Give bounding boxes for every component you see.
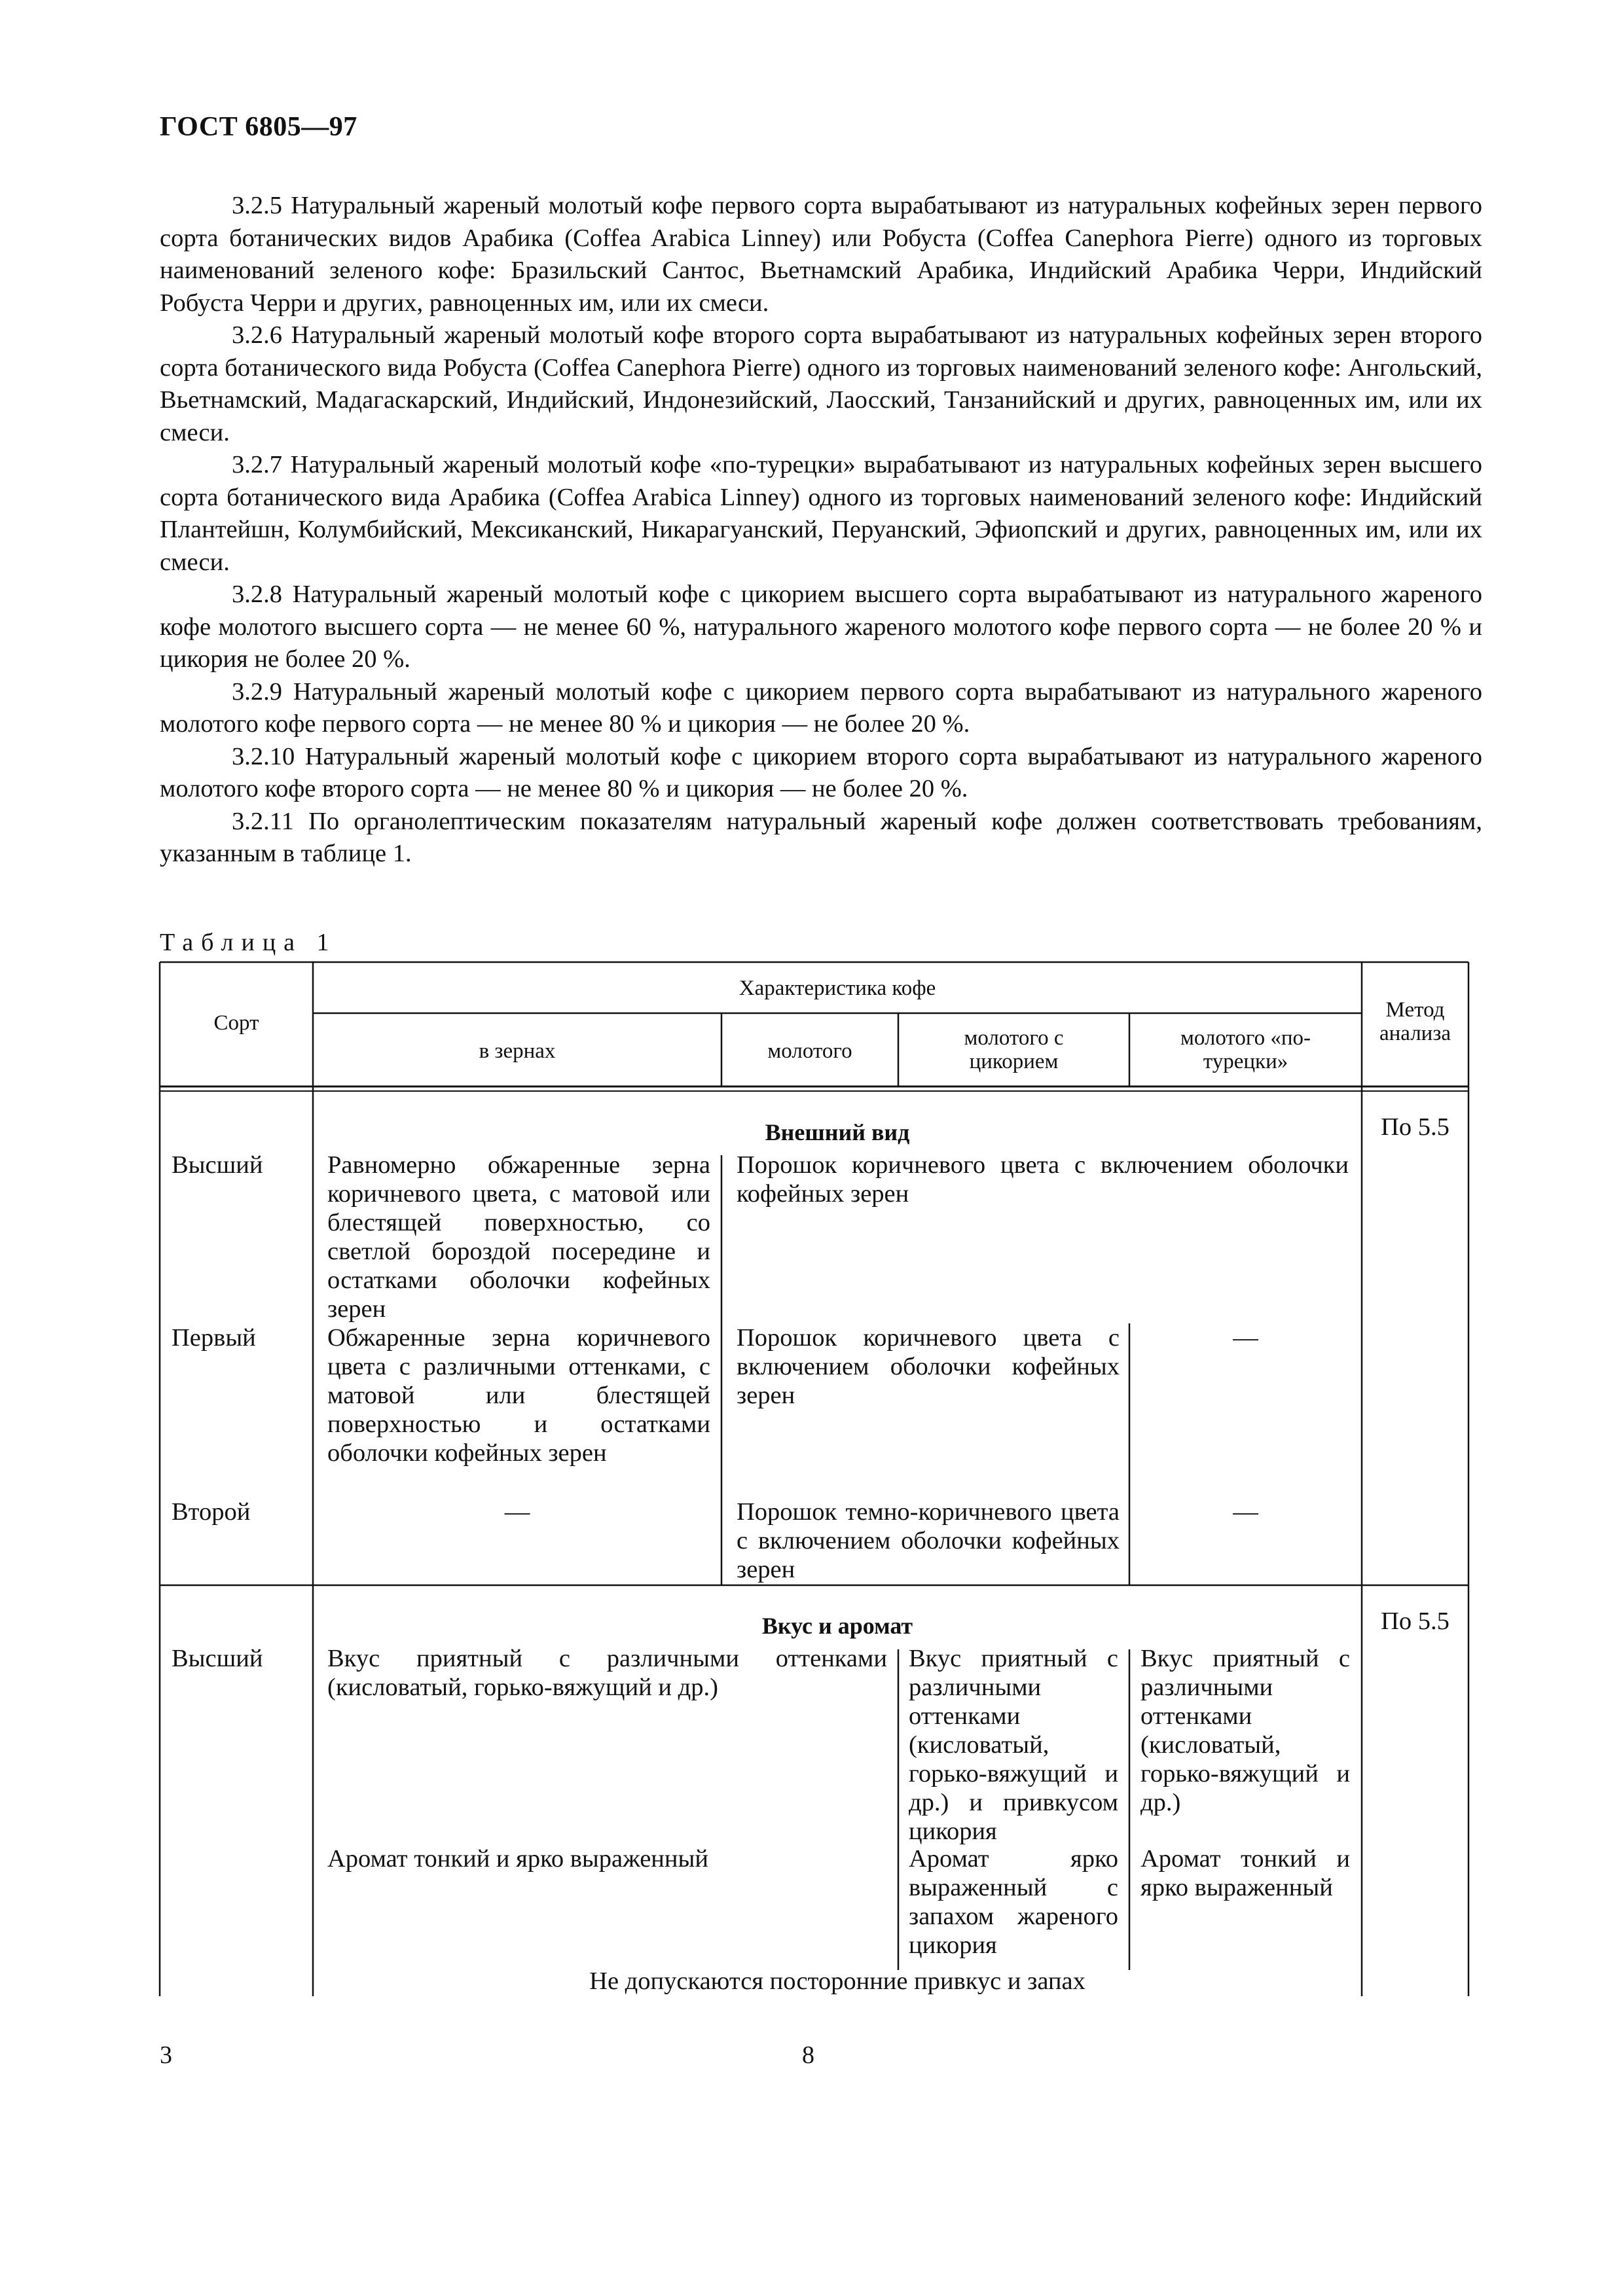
taste-method: По 5.5 [1381, 1607, 1450, 1635]
header-characteristic: Характеристика кофе [739, 977, 936, 1000]
paragraph-3-2-8: 3.2.8 Натуральный жареный молотый кофе с цикорием высшего сорта вырабатывают из натурального жареного кофе молотого высшего сорта — не менее 60 %, натурального жареного молотого кофе первого сорта — не более 20 % и цикория не более 20 %. [160, 581, 1482, 673]
appearance-first-turkish: — [1233, 1324, 1258, 1352]
table-caption: Таблица 1 [160, 929, 337, 956]
taste-sort-top: Высший [172, 1645, 263, 1672]
header-turkish-line1: молотого «по- [1180, 1026, 1311, 1050]
appearance-sort-first: Первый [172, 1324, 256, 1352]
appearance-top-ground: Порошок коричневого цвета с включением оболочки кофейных зерен [737, 1151, 1349, 1208]
section-title-taste: Вкус и аромат [761, 1613, 913, 1639]
paragraph-3-2-6: 3.2.6 Натуральный жареный молотый кофе второго сорта вырабатывают из натуральных кофейных зерен второго сорта ботанического вида Робуста (Coffea Canephora Pierre) одного из торговых наименований зеленого кофе: Ангольский, Вьетнамский, Мадагаскарский, Индийский, Индонезийский, Лаосский, Танзанийский и других, равноценных им, или их смеси. [160, 321, 1482, 446]
taste-beans-ground: Вкус приятный с различными оттенками (кисловатый, горько-вяжущий и др.) [327, 1645, 887, 1701]
page-number: 8 [802, 2041, 814, 2069]
section-title-appearance: Внешний вид [765, 1119, 910, 1145]
header-turkish [1129, 1026, 1362, 1073]
header-chicory [898, 1026, 1129, 1073]
paragraph-3-2-10: 3.2.10 Натуральный жареный молотый кофе с цикорием второго сорта вырабатывают из натурального жареного молотого кофе второго сорта — не менее 80 % и цикория — не более 20 %. [160, 742, 1482, 802]
header-chicory-line1: молотого с [964, 1026, 1064, 1050]
header-method-line2: анализа [1379, 1022, 1451, 1045]
header-turkish-line2: турецки» [1203, 1050, 1288, 1073]
aroma-chicory: Аромат ярко выраженный с запахом жареного цикория [909, 1845, 1118, 1959]
header-ground: молотого [767, 1039, 852, 1063]
paragraph-3-2-9: 3.2.9 Натуральный жареный молотый кофе с цикорием первого сорта вырабатывают из натурального жареного молотого кофе первого сорта — не менее 80 % и цикория — не более 20 %. [160, 677, 1482, 738]
appearance-method: По 5.5 [1381, 1113, 1450, 1141]
footer-left-number: 3 [160, 2041, 172, 2069]
header-beans: в зернах [479, 1039, 556, 1063]
appearance-top-beans: Равномерно обжаренные зерна коричневого цвета, с матовой или блестящей поверхностью, со светлой бороздой посередине и остатками оболочки кофейных зерен [327, 1151, 710, 1323]
header-sort: Сорт [213, 1011, 259, 1035]
paragraph-3-2-7: 3.2.7 Натуральный жареный молотый кофе «по-турецки» вырабатывают из натуральных кофейных зерен высшего сорта ботанического вида Арабика (Coffea Arabica Linney) одного из торговых наименований зеленого кофе: Индийский Плантейшн, Колумбийский, Мексиканский, Никарагуанский, Перуанский, Эфиопский и других, равноценных им, или их смеси. [160, 451, 1482, 576]
paragraph-3-2-11: 3.2.11 По органолептическим показателям натуральный жареный кофе должен соответствовать требованиям, указанным в таблице 1. [160, 807, 1482, 867]
no-foreign-taste-smell: Не допускаются посторонние привкус и запах [589, 1967, 1085, 1995]
aroma-beans-ground: Аромат тонкий и ярко выраженный [327, 1845, 708, 1873]
taste-turkish: Вкус приятный с различными оттенками (кисловатый, горько-вяжущий и др.) [1140, 1645, 1350, 1816]
document-code: ГОСТ 6805—97 [160, 112, 357, 142]
appearance-second-ground: Порошок темно-коричневого цвета с включением оболочки кофейных зерен [737, 1498, 1120, 1583]
header-method-line1: Метод [1385, 998, 1445, 1022]
appearance-second-beans: — [504, 1498, 530, 1526]
aroma-turkish: Аромат тонкий и ярко выраженный [1140, 1845, 1350, 1901]
appearance-second-turkish: — [1233, 1498, 1258, 1526]
appearance-sort-top: Высший [172, 1151, 263, 1179]
header-method [1362, 998, 1468, 1045]
appearance-first-ground: Порошок коричневого цвета с включением оболочки кофейных зерен [737, 1324, 1120, 1409]
taste-chicory: Вкус приятный с различными оттенками (кисловатый, горько-вяжущий и др.) и привкусом цикория [909, 1645, 1118, 1845]
paragraph-3-2-5: 3.2.5 Натуральный жареный молотый кофе первого сорта вырабатывают из натуральных кофейных зерен первого сорта ботанических видов Арабика (Coffea Arabica Linney) или Робуста (Coffea Canephora Pierre) одного из торговых наименований зеленого кофе: Бразильский Сантос, Вьетнамский Арабика, Индийский Арабика Черри, Индийский Робуста Черри и других, равноценных им, или их смеси. [160, 192, 1482, 317]
header-chicory-line2: цикорием [969, 1050, 1059, 1073]
appearance-first-beans: Обжаренные зерна коричневого цвета с различными оттенками, с матовой или блестящей поверхностью и остатками оболочки кофейных зерен [327, 1324, 710, 1467]
appearance-sort-second: Второй [172, 1498, 251, 1526]
